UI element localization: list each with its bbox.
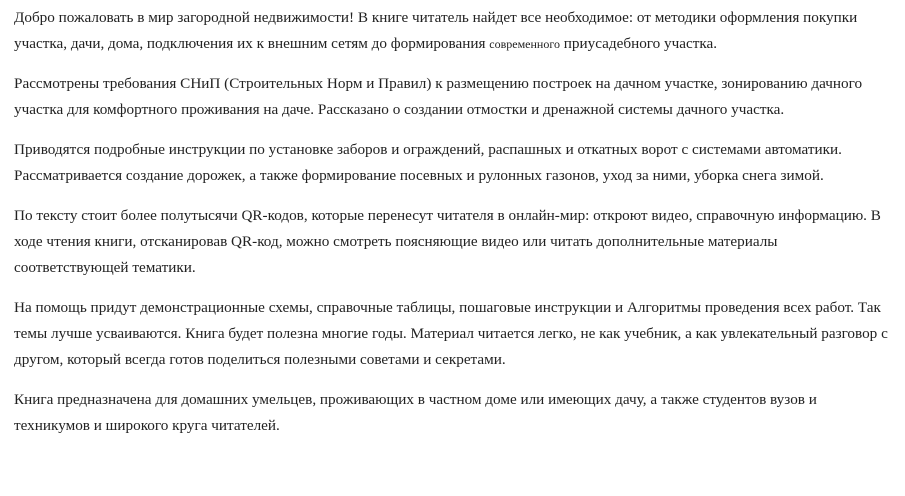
paragraph-1-text-end: приусадебного участка.: [559, 35, 718, 52]
description-paragraph-1: [14, 5, 894, 57]
description-paragraph-2: Рассмотрены требования СНиП (Строительных Норм и Правил) к размещению построек на дачном участке, зонированию дачного участка для комфортного проживания на даче. Рассказано о создании отмостки и дренажной системы дачного участка.: [14, 75, 863, 118]
book-description: [14, 5, 894, 453]
paragraph-1-text-start: Добро пожаловать в мир загородной недвижимости! В книге читатель найдет все необходимое: от методики оформления покупки участка, дачи, дома, подключения их к внешним сетям до формирования: [14, 9, 858, 52]
description-paragraph-3: Приводятся подробные инструкции по установке заборов и ограждений, распашных и откатных ворот с системами автоматики. Рассматривается создание дорожек, а также формирование посевных и рулонных газонов, уход за ними, уборка снега зимой.: [14, 141, 842, 184]
description-paragraph-4: По тексту стоит более полутысячи QR-кодов, которые перенесут читателя в онлайн-мир: откроют видео, справочную информацию. В ходе чтения книги, отсканировав QR-код, можно смотреть поясняющие видео или читать дополнительные материалы соответствующей тематики.: [14, 207, 881, 276]
description-paragraph-6: Книга предназначена для домашних умельцев, проживающих в частном доме или имеющих дачу, а также студентов вузов и техникумов и широкого круга читателей.: [14, 391, 817, 434]
description-paragraph-5: На помощь придут демонстрационные схемы, справочные таблицы, пошаговые инструкции и Алгоритмы проведения всех работ. Так темы лучше усваиваются. Книга будет полезна многие годы. Материал читается легко, не как учебник, а как увлекательный разговор с другом, который всегда готов поделиться полезными советами и секретами.: [14, 299, 888, 368]
paragraph-1-small-word: современного: [489, 37, 560, 51]
